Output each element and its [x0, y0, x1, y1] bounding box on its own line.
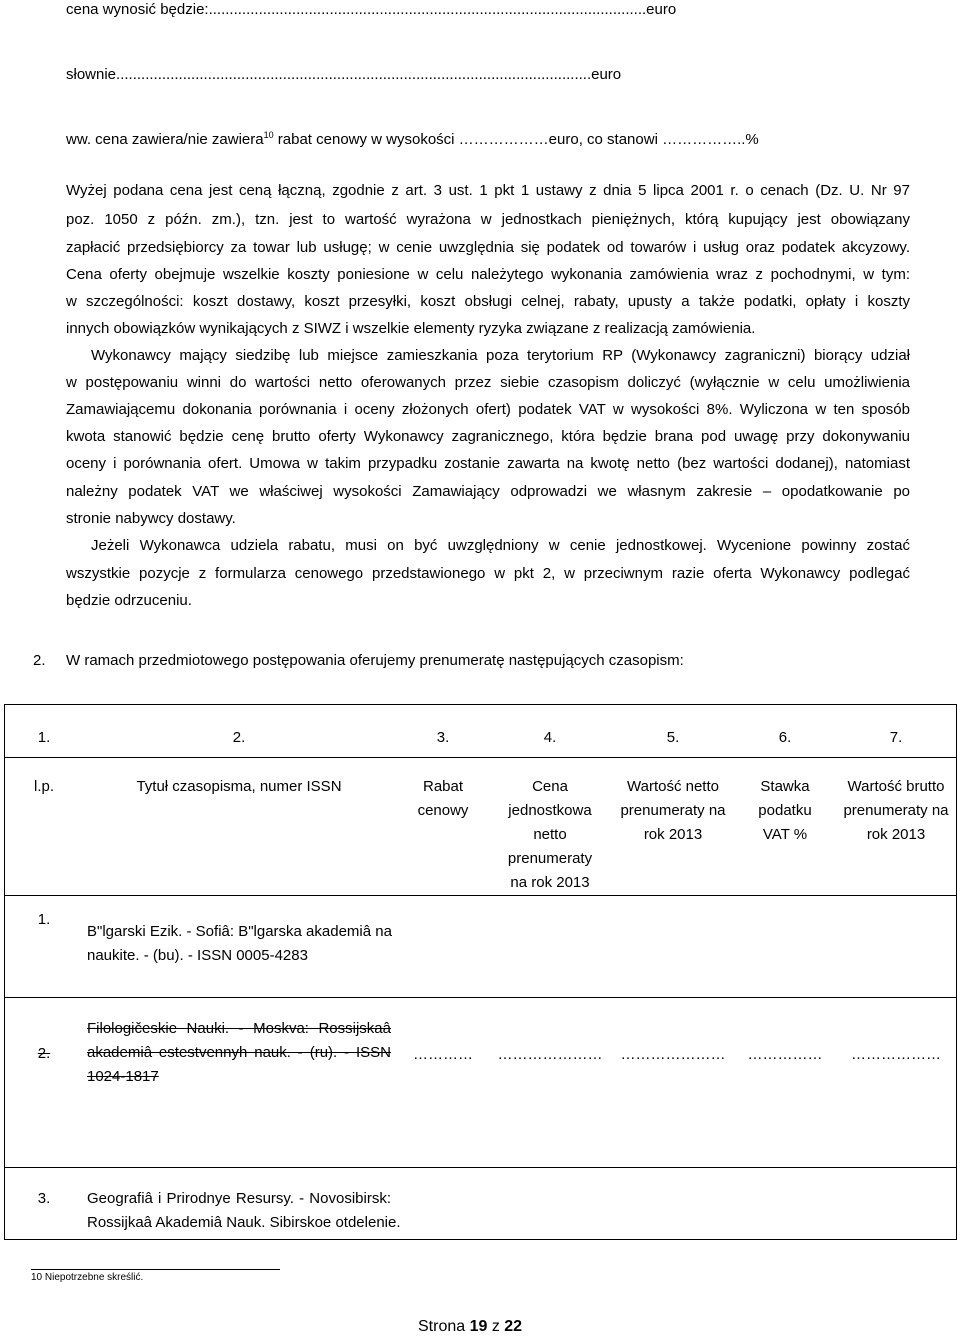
col-number: 7.: [889, 729, 903, 746]
col-number: 3.: [436, 729, 450, 746]
paragraph-line: Wyżej podana cena jest ceną łączną, zgodnie z art. 3 ust. 1 pkt 1 ustawy z dnia 5 lipca 2001 r. o cenach (Dz. U. Nr 97: [66, 182, 910, 199]
total-pages: 22: [504, 1318, 523, 1335]
title-line: Geografiâ i Prirodnye Resursy. - Novosibirsk:: [87, 1190, 391, 1207]
header-line: rok 2013: [643, 826, 703, 843]
paragraph-line: innych obowiązków wynikających z SIWZ i wszelkie elementy ryzyka związane z realizacją zamówienia.: [66, 320, 756, 337]
table-divider: [5, 1167, 956, 1168]
paragraph-line: w postępowaniu winni do wartości netto oferowanych przez siebie czasopism doliczyć (wyłącznie w celu umożliwienia: [66, 374, 910, 391]
header-line: rok 2013: [866, 826, 926, 843]
col-number: 5.: [666, 729, 680, 746]
discount-line-a: ww. cena zawiera/nie zawiera: [66, 131, 264, 148]
placeholder-dots: …………………: [497, 1046, 603, 1063]
paragraph-line: poz. 1050 z późn. zm.), tzn. jest to wartość wyrażona w jednostkach pieniężnych, którą kupujący jest obowiązany: [66, 211, 910, 228]
header-discount: [403, 775, 483, 823]
header-line: jednostkowa: [508, 802, 592, 819]
col-number: 1.: [37, 729, 51, 746]
header-line: prenumeraty na: [843, 802, 949, 819]
title-line: B"lgarski Ezik. - Sofiâ: B"lgarska akademiâ na: [87, 923, 392, 940]
header-line: Stawka: [760, 778, 810, 795]
paragraph-line: Zamawiającemu dokonania porównania i oceny złożonych ofert) podatek VAT w wysokości 8%. Wyliczona w ten sposób: [66, 401, 910, 418]
header-line: prenumeraty: [507, 850, 593, 867]
current-page: 19: [469, 1318, 488, 1335]
title-line: Rossijkaâ Akademiâ Nauk. Sibirskoe otdelenie.: [87, 1214, 401, 1231]
header-line: na rok 2013: [510, 874, 590, 891]
col-number: 2.: [232, 729, 246, 746]
paragraph-line: Wykonawcy mający siedzibę lub miejsce zamieszkania poza terytorium RP (Wykonawcy zagraniczni) biorący udział: [91, 347, 910, 364]
row-lp: 1.: [37, 911, 51, 928]
paragraph-line: w szczególności: koszt dostawy, koszt przesyłki, koszt obsługi celnej, rabaty, upusty a także podatki, opłaty i koszty: [66, 293, 910, 310]
header-line: Wartość netto: [627, 778, 719, 795]
table-divider: [5, 895, 956, 896]
paragraph-line: Cena oferty obejmuje wszelkie koszty poniesione w celu należytego wykonania zamówienia wraz z pochodnymi, w tym:: [66, 266, 910, 283]
placeholder-dots: ………………: [851, 1046, 941, 1063]
discount-line-b: rabat cenowy w wysokości ………………euro, co stanowi ……………..%: [273, 131, 759, 148]
row-title: [87, 1017, 391, 1089]
header-gross-value: [836, 775, 956, 847]
row-title: [87, 920, 391, 968]
header-lp: l.p.: [33, 778, 54, 795]
header-line: netto: [533, 826, 567, 843]
row-title: [87, 1187, 401, 1235]
section-heading: W ramach przedmiotowego postępowania oferujemy prenumeratę następujących czasopism:: [66, 652, 684, 669]
title-line: naukite. - (bu). - ISSN 0005-4283: [87, 947, 308, 964]
paragraph-line: wszystkie pozycje z formularza cenowego przedstawionego w pkt 2, w przeciwnym razie oferta Wykonawcy podlegać: [66, 565, 910, 582]
footnote-ref: 10: [263, 130, 274, 140]
header-net-value: [613, 775, 733, 847]
paragraph-line: oceny i porównania ofert. Umowa w takim przypadku zostanie zawarta na kwotę netto (bez wartości dodanej), natomiast: [66, 455, 910, 472]
footnote: 10 Niepotrzebne skreślić.: [31, 1272, 144, 1283]
row-lp: 2.: [37, 1045, 51, 1062]
section-number: 2.: [33, 652, 46, 669]
header-line: Cena: [532, 778, 568, 795]
page-number: [418, 1319, 522, 1335]
paragraph-line: będzie odrzuceniu.: [66, 592, 192, 609]
header-line: cenowy: [417, 802, 469, 819]
discount-line: [66, 132, 759, 147]
placeholder-dots: ……………: [747, 1046, 823, 1063]
page-prefix: Strona: [418, 1318, 470, 1335]
header-line: Rabat: [422, 778, 464, 795]
title-line: 1024-1817: [87, 1068, 159, 1085]
col-number: 6.: [778, 729, 792, 746]
header-line: VAT %: [762, 826, 808, 843]
col-number: 4.: [543, 729, 557, 746]
footnote-separator: [31, 1269, 280, 1270]
price-line: cena wynosić będzie:.........................................................................................................euro: [66, 1, 677, 18]
paragraph-line: należny podatek VAT we właściwej wysokości Zamawiający odprowadzi we własnym zakresie – opodatkowanie po: [66, 483, 910, 500]
header-vat-rate: [740, 775, 830, 847]
paragraph-line: stronie nabywcy dostawy.: [66, 510, 236, 527]
title-line: Filologičeskie Nauki. - Moskva: Rossijskaâ: [87, 1020, 391, 1037]
header-line: prenumeraty na: [620, 802, 726, 819]
header-line: Wartość brutto: [847, 778, 945, 795]
title-line: akademiâ estestvennyh nauk. - (ru). - ISSN: [87, 1044, 391, 1061]
offer-table: [4, 704, 957, 1240]
placeholder-dots: …………: [413, 1046, 473, 1063]
paragraph-line: kwota stanowić będzie cenę brutto oferty Wykonawcy zagranicznego, która będzie brana pod uwagę przy dokonywaniu: [66, 428, 910, 445]
placeholder-dots: …………………: [620, 1046, 726, 1063]
paragraph-line: zapłacić przedsiębiorcy za towar lub usługę; w cenie uwzględnia się podatek od towarów i usług oraz podatek akcyzowy.: [66, 239, 910, 256]
table-divider: [5, 757, 956, 758]
paragraph-line: Jeżeli Wykonawca udziela rabatu, musi on być uwzględniony w cenie jednostkowej. Wycenione powinny zostać: [91, 537, 910, 554]
row-lp: 3.: [37, 1190, 51, 1207]
page-middle: z: [487, 1318, 505, 1335]
table-divider: [5, 997, 956, 998]
header-unit-price: [490, 775, 610, 895]
header-line: podatku: [758, 802, 812, 819]
price-words-line: słownie..................................................................................................................euro: [66, 66, 622, 83]
header-title: Tytuł czasopisma, numer ISSN: [136, 778, 342, 795]
